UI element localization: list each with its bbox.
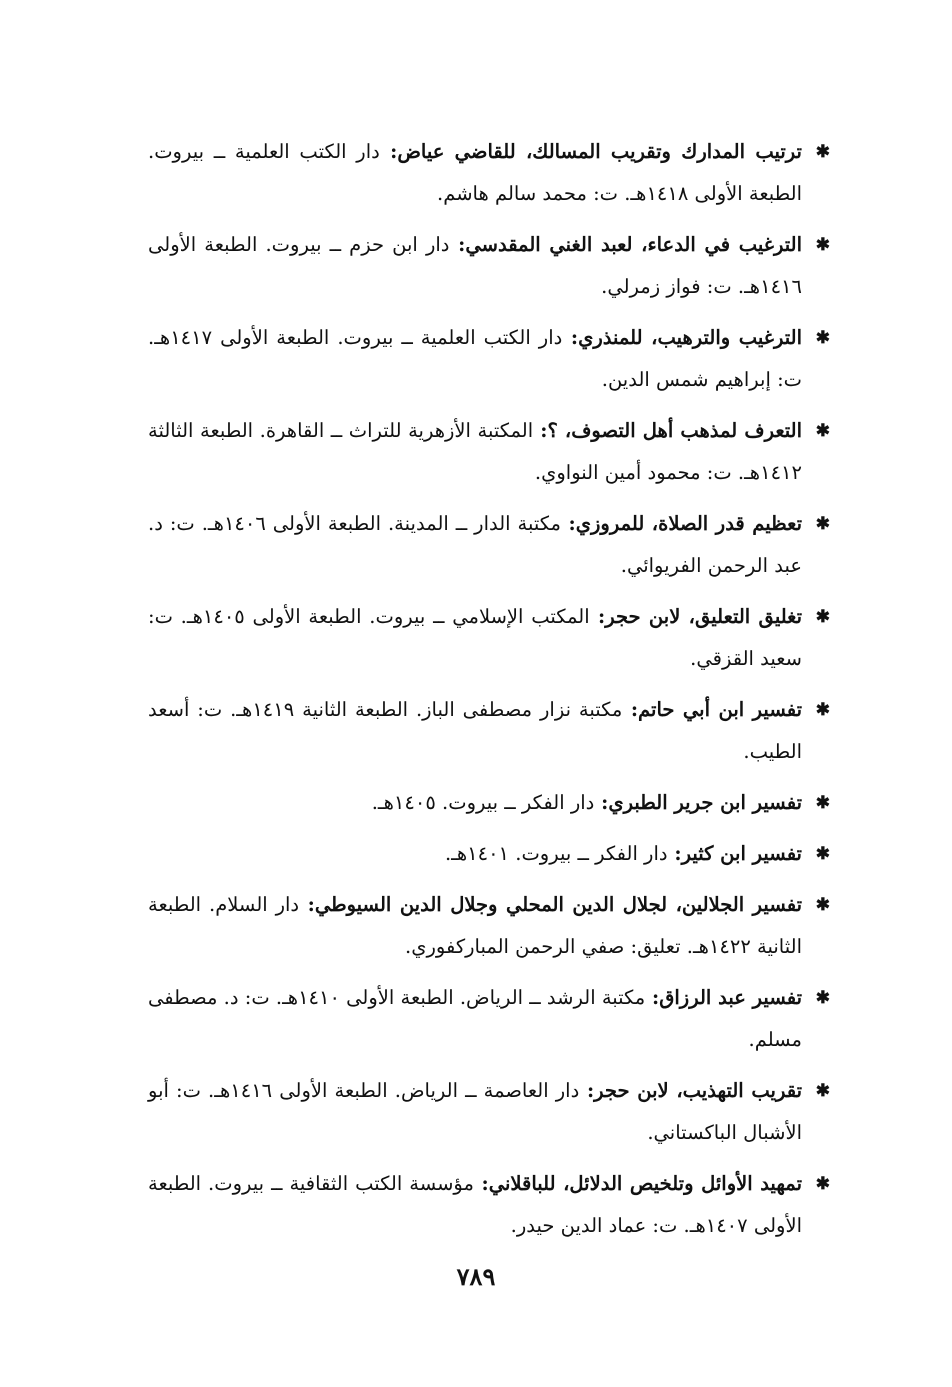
bibliography-entry	[148, 884, 830, 968]
bibliography-entry	[148, 503, 830, 587]
entry-title: تفسير ابن أبي حاتم:	[622, 698, 803, 721]
entry-details: مكتبة نزار مصطفى الباز. الطبعة الثانية ١٤١٩هـ. ت: أسعد الطيب.	[148, 698, 802, 763]
bullet-star-icon: ✱	[815, 793, 830, 813]
entry-details: دار السلام. الطبعة الثانية ١٤٢٢هـ. تعليق: صفي الرحمن المباركفوري.	[148, 893, 802, 958]
entry-details: مؤسسة الكتب الثقافية ــ بيروت. الطبعة الأولى ١٤٠٧هـ. ت: عماد الدين حيدر.	[148, 1172, 802, 1237]
bibliography-entry	[148, 1070, 830, 1154]
entry-details: مكتبة الدار ــ المدينة. الطبعة الأولى ١٤٠٦هـ. ت: د. عبد الرحمن الفريوائي.	[148, 512, 802, 577]
entry-details: دار ابن حزم ــ بيروت. الطبعة الأولى ١٤١٦هـ. ت: فواز زمرلي.	[148, 233, 802, 298]
bibliography-entry	[148, 833, 830, 875]
entry-details: دار الكتب العلمية ــ بيروت. الطبعة الأولى ١٤١٨هـ. ت: محمد سالم هاشم.	[148, 140, 802, 205]
entry-details: المكتب الإسلامي ــ بيروت. الطبعة الأولى ١٤٠٥هـ. ت: سعيد القزقي.	[148, 605, 802, 670]
entry-details: دار الكتب العلمية ــ بيروت. الطبعة الأولى ١٤١٧هـ. ت: إبراهيم شمس الدين.	[148, 326, 802, 391]
entry-details: دار الفكر ــ بيروت. ١٤٠١هـ.	[444, 842, 668, 865]
entry-details: دار العاصمة ــ الرياض. الطبعة الأولى ١٤١٦هـ. ت: أبو الأشبال الباكستاني.	[148, 1079, 802, 1144]
entry-title: تفسير عبد الرزاق:	[645, 986, 803, 1009]
bullet-star-icon: ✱	[815, 895, 830, 915]
entry-title: التعرف لمذهب أهل التصوف، ؟:	[533, 419, 802, 442]
bibliography-entry	[148, 977, 830, 1061]
bullet-star-icon: ✱	[815, 700, 830, 720]
entry-title: ترتيب المدارك وتقريب المسالك، للقاضي عياض:	[379, 140, 802, 163]
bullet-star-icon: ✱	[815, 514, 830, 534]
entry-details: المكتبة الأزهرية للتراث ــ القاهرة. الطبعة الثالثة ١٤١٢هـ. ت: محمود أمين النواوي.	[148, 419, 802, 484]
bullet-star-icon: ✱	[815, 235, 830, 255]
bibliography-entry	[148, 782, 830, 824]
page-number: ٧٨٩	[456, 1262, 496, 1291]
bibliography-entry	[148, 224, 830, 308]
entry-details: دار الفكر ــ بيروت. ١٤٠٥هـ.	[371, 791, 595, 814]
bullet-star-icon: ✱	[815, 1174, 830, 1194]
bibliography-entry	[148, 596, 830, 680]
entry-title: تفسير ابن جرير الطبري:	[594, 791, 802, 814]
entry-title: تغليق التعليق، لابن حجر:	[589, 605, 802, 628]
bibliography-entry	[148, 1163, 830, 1247]
bibliography-list	[148, 131, 830, 1256]
entry-title: تمهيد الأوائل وتلخيص الدلائل، للباقلاني:	[473, 1172, 803, 1195]
entry-title: الترغيب والترهيب، للمنذري:	[562, 326, 802, 349]
bullet-star-icon: ✱	[815, 328, 830, 348]
bibliography-entry	[148, 410, 830, 494]
bibliography-entry	[148, 689, 830, 773]
entry-title: تفسير ابن كثير:	[667, 842, 802, 865]
bibliography-entry	[148, 131, 830, 215]
entry-title: تفسير الجلالين، لجلال الدين المحلي وجلال الدين السيوطي:	[299, 893, 803, 916]
entry-title: الترغيب في الدعاء، لعبد الغني المقدسي:	[449, 233, 802, 256]
bullet-star-icon: ✱	[815, 844, 830, 864]
bullet-star-icon: ✱	[815, 1081, 830, 1101]
bullet-star-icon: ✱	[815, 421, 830, 441]
bullet-star-icon: ✱	[815, 607, 830, 627]
entry-details: مكتبة الرشد ــ الرياض. الطبعة الأولى ١٤١٠هـ. ت: د. مصطفى مسلم.	[148, 986, 802, 1051]
bullet-star-icon: ✱	[815, 142, 830, 162]
entry-title: تقريب التهذيب، لابن حجر:	[579, 1079, 803, 1102]
bibliography-entry	[148, 317, 830, 401]
entry-title: تعظيم قدر الصلاة، للمروزي:	[560, 512, 802, 535]
bullet-star-icon: ✱	[815, 988, 830, 1008]
